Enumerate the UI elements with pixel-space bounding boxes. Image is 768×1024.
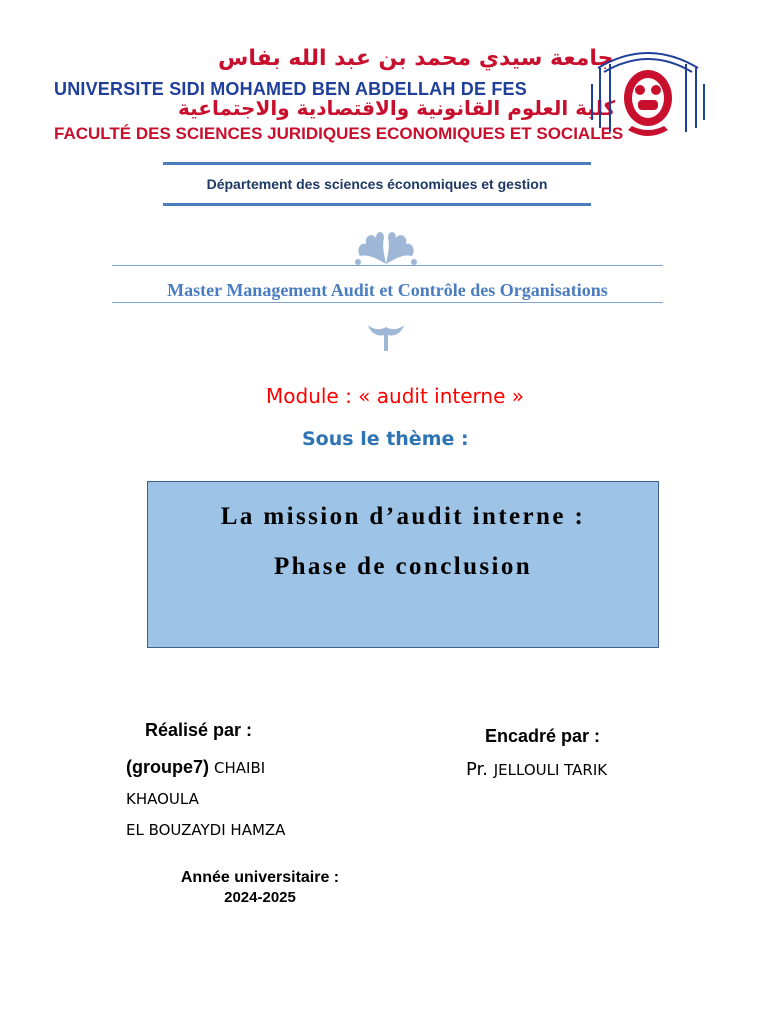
- academic-year-value: 2024-2025: [224, 889, 296, 906]
- author-name-1: CHAIBI: [214, 759, 266, 777]
- master-rule-top: [112, 265, 663, 266]
- university-name-arabic: جامعة سيدي محمد بن عبد الله بفاس: [218, 46, 614, 71]
- author-name-3: EL BOUZAYDI HAMZA: [126, 821, 286, 839]
- supervisor-line: [466, 759, 607, 780]
- report-title-line-1: La mission d’audit interne :: [220, 503, 586, 530]
- supervisor-label: Encadré par :: [485, 726, 601, 746]
- report-title-box: [147, 481, 659, 648]
- report-title-line-2: Phase de conclusion: [273, 553, 533, 580]
- authors-label: Réalisé par :: [145, 720, 253, 740]
- department-rule-bottom: [163, 203, 591, 206]
- group-name: (groupe7): [126, 757, 209, 777]
- master-program-title: Master Management Audit et Contrôle des Organisations: [167, 280, 608, 300]
- faculty-name-arabic: كلية العلوم القانونية والاقتصادية والاجتماعية: [178, 96, 616, 120]
- faculty-name-french: FACULTÉ DES SCIENCES JURIDIQUES ECONOMIQUES ET SOCIALES: [54, 124, 624, 143]
- university-name-french: UNIVERSITE SIDI MOHAMED BEN ABDELLAH DE FES: [54, 79, 527, 99]
- author-name-2: KHAOULA: [126, 790, 199, 808]
- department-name: Département des sciences économiques et gestion: [206, 176, 548, 192]
- department-rule-top: [163, 162, 591, 165]
- module-title: Module : « audit interne »: [266, 384, 524, 408]
- supervisor-name: JELLOULI TARIK: [493, 761, 608, 779]
- fleuron-icon: [366, 323, 406, 353]
- academic-year-label: Année universitaire :: [180, 869, 340, 886]
- supervisor-prefix: Pr.: [466, 759, 489, 780]
- theme-label: Sous le thème :: [302, 428, 469, 450]
- floral-ornament-icon: [346, 224, 426, 266]
- authors-group-line: [126, 757, 265, 778]
- university-header-banner: [48, 38, 718, 146]
- master-rule-bottom: [112, 302, 663, 303]
- university-emblem-icon: [578, 38, 718, 146]
